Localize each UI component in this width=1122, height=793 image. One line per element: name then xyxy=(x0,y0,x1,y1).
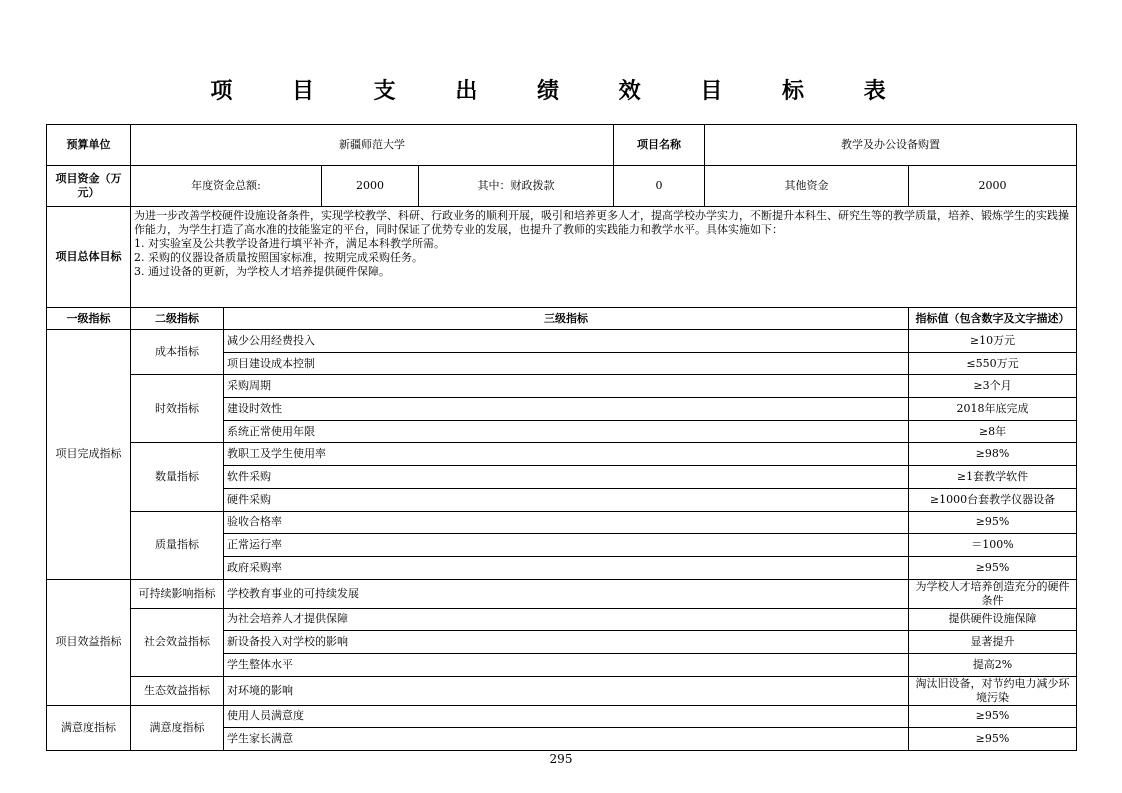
level3-indicator: 教职工及学生使用率 xyxy=(224,443,909,466)
indicator-value: 淘汰旧设备，对节约电力减少环境污染 xyxy=(909,676,1077,705)
indicator-value: 提高2% xyxy=(909,653,1077,676)
fiscal-value: 0 xyxy=(614,166,705,207)
other-funds-label: 其他资金 xyxy=(705,166,909,207)
level3-indicator: 对环境的影响 xyxy=(224,676,909,705)
goal-paragraph: 为进一步改善学校硬件设施设备条件，实现学校教学、科研、行政业务的顺利开展，吸引和培养更多人才，提高学校办学实力，不断提升本科生、研究生等的教学质量，培养、锻炼学生的实践操作能力，为学生打造了高水准的技能鉴定的平台，同时保证了优势专业的发展，也提升了教师的实践能力和教学水平。具体实施如下： xyxy=(134,209,1069,236)
goal-label: 项目总体目标 xyxy=(47,207,131,308)
goal-row xyxy=(47,207,1077,308)
indicator-value: ≥98% xyxy=(909,443,1077,466)
level3-indicator: 学校教育事业的可持续发展 xyxy=(224,579,909,608)
indicator-value: ≥1套教学软件 xyxy=(909,466,1077,489)
level2-indicator: 数量指标 xyxy=(131,443,224,511)
header-row-unit xyxy=(47,125,1077,166)
level2-indicator: 社会效益指标 xyxy=(131,608,224,676)
indicator-value: 提供硬件设施保障 xyxy=(909,608,1077,631)
level2-indicator: 满意度指标 xyxy=(131,705,224,750)
level2-indicator: 时效指标 xyxy=(131,375,224,443)
col-level2: 二级指标 xyxy=(131,308,224,330)
annual-total-label: 年度资金总额: xyxy=(131,166,322,207)
level3-indicator: 正常运行率 xyxy=(224,534,909,557)
level3-indicator: 项目建设成本控制 xyxy=(224,352,909,375)
project-name-value: 教学及办公设备购置 xyxy=(705,125,1077,166)
level3-indicator: 采购周期 xyxy=(224,375,909,398)
fund-label: 项目资金（万元） xyxy=(47,166,131,207)
indicator-value: ≥8年 xyxy=(909,420,1077,443)
goal-item: 3. 通过设备的更新，为学校人才培养提供硬件保障。 xyxy=(134,265,390,278)
level3-indicator: 硬件采购 xyxy=(224,488,909,511)
level3-indicator: 减少公用经费投入 xyxy=(224,330,909,353)
indicator-value: ＝100% xyxy=(909,534,1077,557)
indicator-value: 为学校人才培养创造充分的硬件条件 xyxy=(909,579,1077,608)
level3-indicator: 使用人员满意度 xyxy=(224,705,909,728)
indicator-row xyxy=(47,511,1077,534)
level1-indicator: 项目效益指标 xyxy=(47,579,131,705)
level3-indicator: 为社会培养人才提供保障 xyxy=(224,608,909,631)
level2-indicator: 生态效益指标 xyxy=(131,676,224,705)
column-header-row xyxy=(47,308,1077,330)
level3-indicator: 系统正常使用年限 xyxy=(224,420,909,443)
indicator-row xyxy=(47,608,1077,631)
level2-indicator: 可持续影响指标 xyxy=(131,579,224,608)
indicator-value: ≥95% xyxy=(909,511,1077,534)
col-value: 指标值（包含数字及文字描述） xyxy=(909,308,1077,330)
page-number: 295 xyxy=(549,752,573,766)
indicator-value: ≥95% xyxy=(909,556,1077,579)
indicator-value: ≥95% xyxy=(909,705,1077,728)
level3-indicator: 建设时效性 xyxy=(224,398,909,421)
performance-table xyxy=(46,124,1077,751)
indicator-value: 2018年底完成 xyxy=(909,398,1077,421)
level3-indicator: 学生家长满意 xyxy=(224,728,909,751)
goal-item: 1. 对实验室及公共教学设备进行填平补齐，满足本科教学所需。 xyxy=(134,237,445,250)
indicator-value: 显著提升 xyxy=(909,631,1077,654)
project-name-label: 项目名称 xyxy=(614,125,705,166)
page-title: 项 目 支 出 绩 效 目 标 表 xyxy=(210,78,912,104)
col-level3: 三级指标 xyxy=(224,308,909,330)
indicator-row xyxy=(47,330,1077,353)
level2-indicator: 成本指标 xyxy=(131,330,224,375)
unit-label: 预算单位 xyxy=(47,125,131,166)
indicator-row xyxy=(47,375,1077,398)
indicator-row xyxy=(47,443,1077,466)
indicator-value: ≤550万元 xyxy=(909,352,1077,375)
level3-indicator: 政府采购率 xyxy=(224,556,909,579)
indicator-value: ≥10万元 xyxy=(909,330,1077,353)
level2-indicator: 质量指标 xyxy=(131,511,224,579)
level3-indicator: 验收合格率 xyxy=(224,511,909,534)
indicator-value: ≥1000台套教学仪器设备 xyxy=(909,488,1077,511)
goal-item: 2. 采购的仪器设备质量按照国家标准，按期完成采购任务。 xyxy=(134,251,423,264)
indicator-value: ≥95% xyxy=(909,728,1077,751)
level1-indicator: 项目完成指标 xyxy=(47,330,131,580)
col-level1: 一级指标 xyxy=(47,308,131,330)
level1-indicator: 满意度指标 xyxy=(47,705,131,750)
indicator-row xyxy=(47,579,1077,608)
header-row-fund xyxy=(47,166,1077,207)
unit-value: 新疆师范大学 xyxy=(131,125,614,166)
level3-indicator: 软件采购 xyxy=(224,466,909,489)
level3-indicator: 学生整体水平 xyxy=(224,653,909,676)
level3-indicator: 新设备投入对学校的影响 xyxy=(224,631,909,654)
goal-text xyxy=(131,207,1077,308)
other-funds-value: 2000 xyxy=(909,166,1077,207)
indicator-value: ≥3个月 xyxy=(909,375,1077,398)
annual-total-value: 2000 xyxy=(322,166,419,207)
fiscal-label: 其中：财政拨款 xyxy=(419,166,614,207)
indicator-row xyxy=(47,705,1077,728)
indicator-row xyxy=(47,676,1077,705)
